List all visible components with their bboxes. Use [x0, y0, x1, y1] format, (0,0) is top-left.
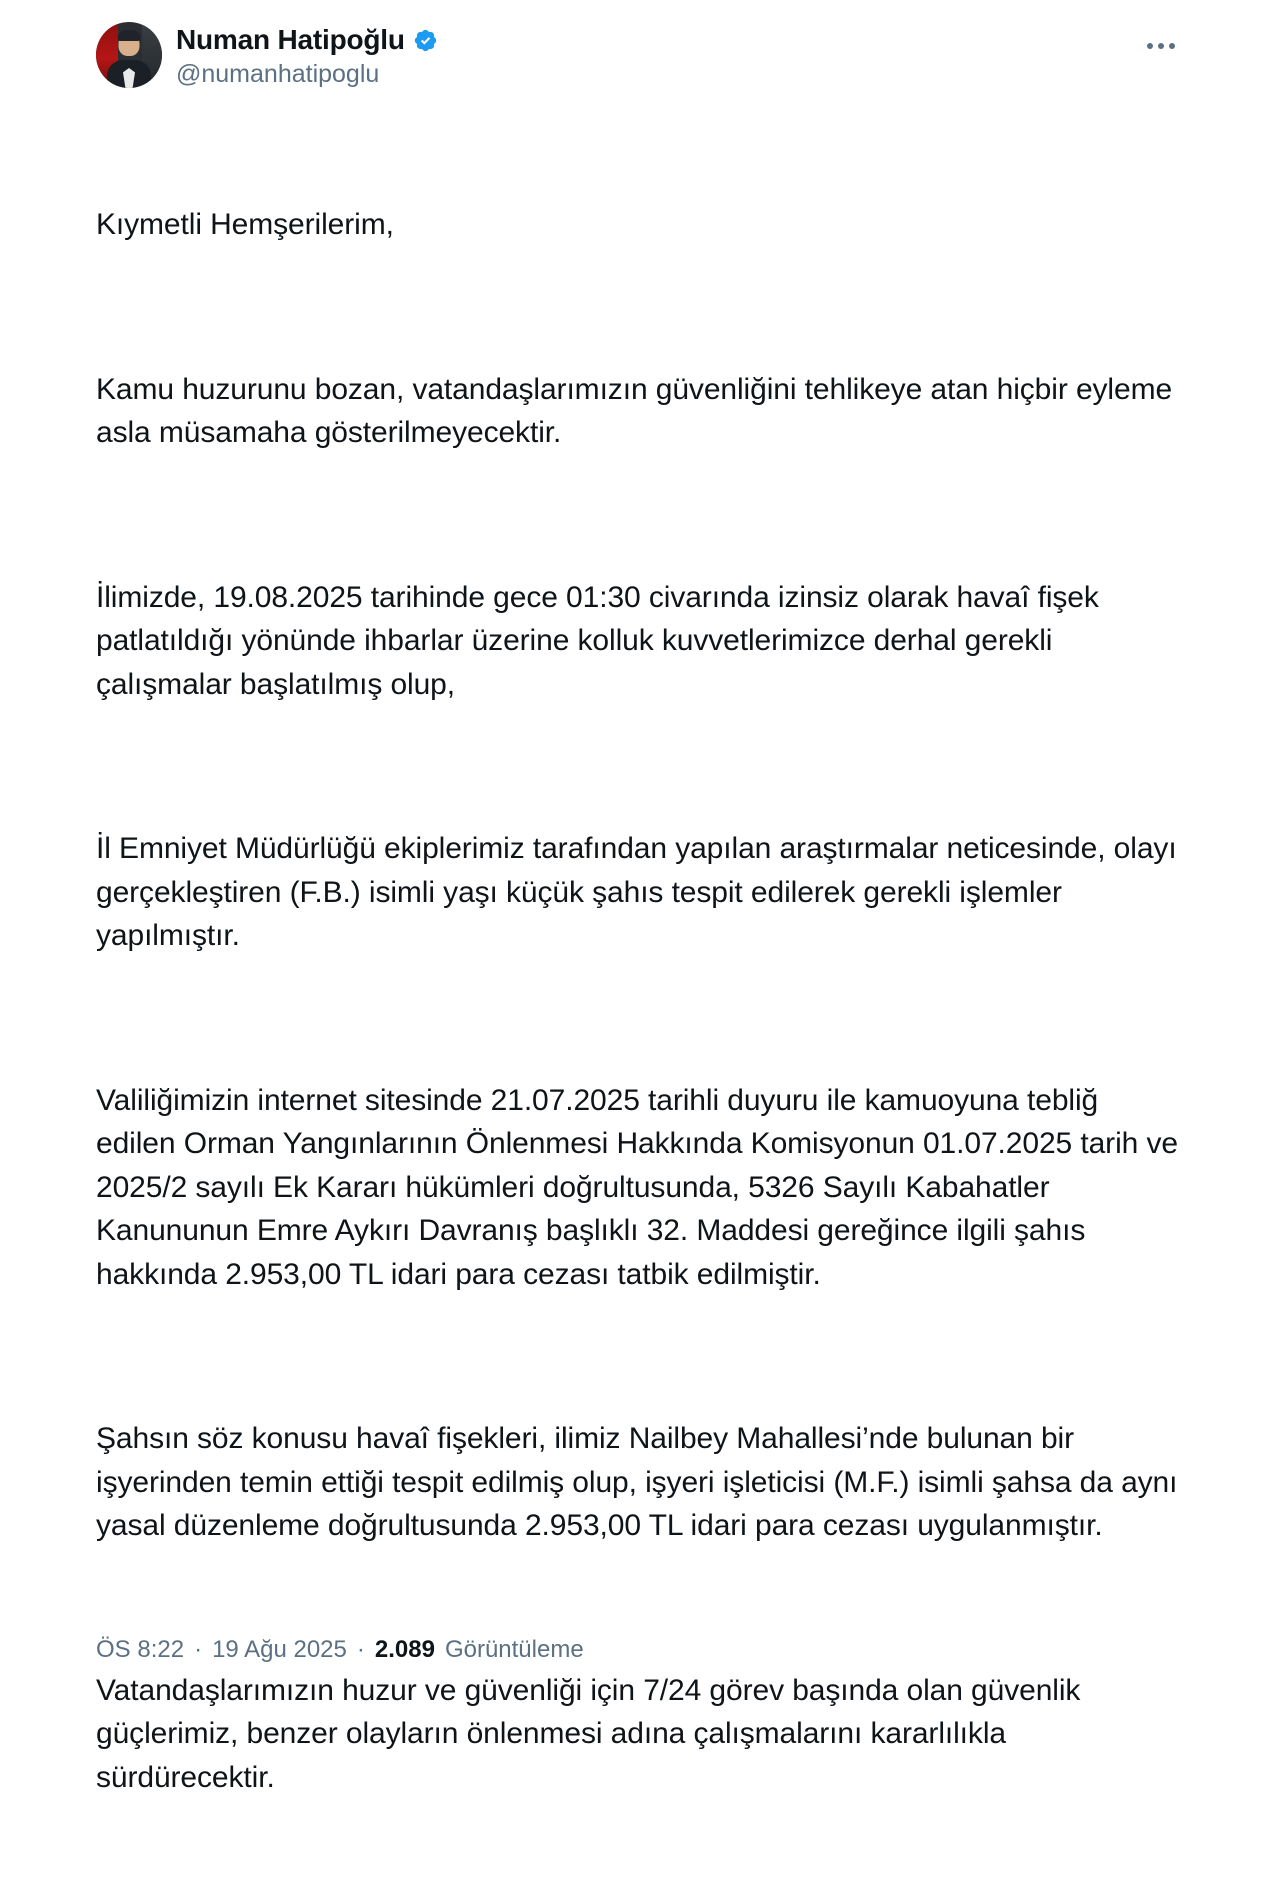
tweet-paragraph: Kıymetli Hemşerilerim,: [96, 208, 394, 242]
tweet-paragraph: Vatandaşlarımızın huzur ve güvenliği için 7/24 görev başında olan güvenlik güçlerimiz, benzer olayların önlenmesi adına çalışmalarını kararlılıkla sürdürecektir.: [96, 1673, 1089, 1794]
tweet-header: [96, 22, 1184, 90]
author-name-row: [176, 24, 438, 56]
tweet-paragraph: Kamu huzurunu bozan, vatandaşlarımızın güvenliğini tehlikeye atan hiçbir eyleme asla müsamaha gösterilmeyecektir.: [96, 372, 1181, 450]
more-dot-3: [1169, 43, 1175, 49]
footer-separator: ·: [194, 1636, 203, 1663]
author-handle[interactable]: @numanhatipoglu: [176, 60, 380, 89]
author-names: [176, 22, 438, 90]
verified-badge-icon: [413, 28, 438, 53]
more-dot-2: [1158, 43, 1164, 49]
tweet-time: ÖS 8:22: [96, 1636, 185, 1663]
views-label: Görüntüleme: [444, 1636, 584, 1663]
tweet-date: 19 Ağu 2025: [212, 1636, 347, 1663]
more-dot-1: [1147, 43, 1153, 49]
footer-separator: ·: [356, 1636, 365, 1663]
more-options-icon[interactable]: [1138, 30, 1184, 62]
tweet-paragraph: Valiliğimizin internet sitesinde 21.07.2025 tarihli duyuru ile kamuoyuna tebliğ edilen Orman Yangınlarının Önlenmesi Hakkında Komisyonun 01.07.2025 tarih ve 2025/2 sayılı Ek Kararı hükümleri doğrultusunda, 5326 Sayılı Kabahatler Kanununun Emre Aykırı Davranış başlıklı 32. Maddesi gereğince ilgili şahıs hakkında 2.953,00 TL idari para cezası tatbik edilmiştir.: [96, 1083, 1187, 1291]
tweet-text: [96, 116, 1187, 1886]
tweet-paragraph: Şahsın söz konusu havaî fişekleri, ilimiz Nailbey Mahallesi’nde bulunan bir işyerinden temin ettiği tespit edilmiş olup, işyeri işleticisi (M.F.) isimli şahsa da aynı yasal düzenleme doğrultusunda 2.953,00 TL idari para cezası uygulanmıştır.: [96, 1422, 1186, 1543]
tweet-paragraph: İl Emniyet Müdürlüğü ekiplerimiz tarafından yapılan araştırmalar neticesinde, olayı gerçekleştiren (F.B.) isimli yaşı küçük şahıs tespit edilerek gerekli işlemler yapılmıştır.: [96, 832, 1185, 953]
views-count: 2.089: [374, 1636, 435, 1663]
tweet-footer: [96, 1636, 584, 1664]
author-display-name[interactable]: Numan Hatipoğlu: [176, 24, 405, 55]
tweet-paragraph: İlimizde, 19.08.2025 tarihinde gece 01:30 civarında izinsiz olarak havaî fişek patlatıldığı yönünde ihbarlar üzerine kolluk kuvvetlerimizce derhal gerekli çalışmalar başlatılmış olup,: [96, 580, 1108, 701]
avatar-hair: [118, 30, 141, 41]
avatar[interactable]: [96, 22, 162, 88]
